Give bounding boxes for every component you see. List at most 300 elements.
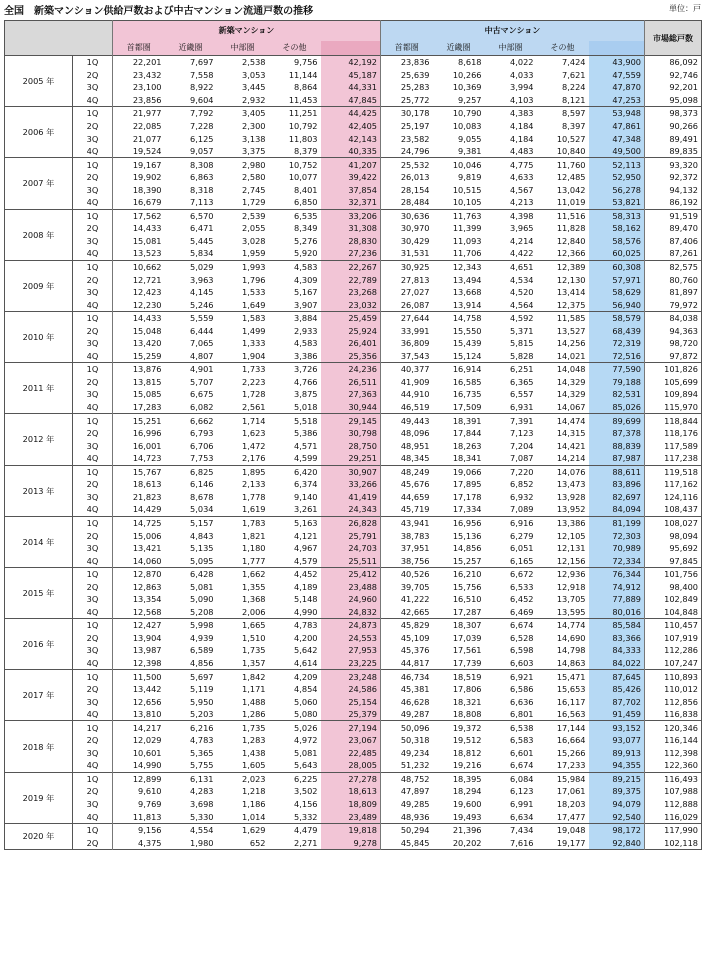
new-region-cell: 15,006 [132,530,162,541]
new-region-cell: 19,167 [113,158,165,171]
new-region-cell: 6,125 [190,133,214,144]
new-region-cell: 3,405 [217,107,269,120]
new-region-cell: 4,843 [190,530,214,541]
used-region-cell: 13,668 [452,287,482,298]
quarter-label: 1Q [73,209,113,222]
new-region-cell: 14,433 [113,311,165,324]
used-region-cell: 18,395 [433,772,485,785]
new-total-cell: 25,511 [321,554,381,567]
new-region-cell: 4,967 [294,543,318,554]
used-region-cell: 45,381 [400,684,430,695]
used-region-cell: 6,601 [510,747,534,758]
new-total-cell: 22,267 [321,260,381,273]
quarter-label: 4Q [73,452,113,465]
used-total-cell: 84,094 [589,503,645,516]
new-region-cell: 1,583 [217,311,269,324]
used-region-cell: 48,936 [400,811,430,822]
used-region-cell: 19,177 [556,837,586,848]
used-region-cell: 15,124 [452,350,482,361]
used-region-cell: 19,372 [433,721,485,734]
used-total-cell: 84,022 [589,657,645,670]
new-region-cell: 5,697 [165,670,217,683]
market-total-cell: 119,518 [645,465,702,478]
used-total-cell: 79,188 [589,376,645,389]
table-row [5,670,702,683]
used-total-cell: 82,697 [589,491,645,504]
quarter-label: 1Q [73,260,113,273]
new-region-cell: 16,679 [132,197,162,208]
table-row [5,183,702,196]
used-region-cell: 13,952 [556,504,586,515]
new-region-cell: 12,230 [132,299,162,310]
new-region-cell: 22,201 [113,56,165,69]
used-total-cell: 72,303 [589,529,645,542]
new-region-cell: 1,605 [242,760,266,771]
used-region-cell: 10,527 [556,133,586,144]
used-region-cell: 37,543 [400,350,430,361]
used-total-cell: 77,889 [589,593,645,606]
used-region-cell: 16,563 [556,709,586,720]
quarter-label: 4Q [73,145,113,158]
market-total-cell: 98,400 [669,581,698,592]
new-region-cell: 1,649 [242,299,266,310]
used-region-cell: 31,531 [400,248,430,259]
used-region-cell: 25,532 [381,158,433,171]
new-region-cell: 16,996 [132,428,162,439]
used-region-cell: 27,644 [381,311,433,324]
used-region-cell: 40,377 [381,363,433,376]
used-region-cell: 13,494 [452,274,482,285]
used-region-cell: 49,443 [381,414,433,427]
new-region-cell: 1,488 [242,696,266,707]
new-region-cell: 5,095 [190,555,214,566]
new-total-cell: 19,818 [321,823,381,836]
used-region-cell: 50,096 [381,721,433,734]
quarter-label: 3Q [73,593,113,606]
used-region-cell: 15,984 [537,772,589,785]
new-region-cell: 15,259 [132,350,162,361]
quarter-label: 3Q [73,695,113,708]
used-region-cell: 25,283 [400,82,430,93]
new-region-cell: 2,980 [217,158,269,171]
year-label: 2013 年 [5,465,73,516]
used-region-cell: 6,991 [510,798,534,809]
used-total-cell: 47,348 [589,132,645,145]
new-region-cell: 652 [249,837,266,848]
table-row [5,388,702,401]
used-region-cell: 4,564 [510,299,534,310]
used-region-cell: 15,257 [452,555,482,566]
new-region-cell: 14,060 [132,555,162,566]
new-total-cell: 44,425 [321,107,381,120]
used-region-cell: 16,585 [452,376,482,387]
market-total-cell: 86,192 [669,197,698,208]
used-total-cell: 47,253 [589,94,645,107]
table-row [5,107,702,120]
new-region-cell: 6,570 [165,209,217,222]
new-region-cell: 8,401 [294,184,318,195]
market-total-cell: 107,247 [664,657,698,668]
quarter-label: 3Q [73,286,113,299]
new-region-cell: 1,283 [242,735,266,746]
new-total-cell: 32,371 [321,196,381,209]
new-region-cell: 3,028 [242,235,266,246]
new-total-cell: 27,194 [321,721,381,734]
used-region-cell: 12,840 [556,235,586,246]
new-region-cell: 13,987 [132,645,162,656]
used-region-cell: 12,936 [537,567,589,580]
used-region-cell: 12,366 [556,248,586,259]
new-region-cell: 10,601 [132,747,162,758]
market-total-cell: 95,692 [669,543,698,554]
new-region-cell: 3,963 [190,274,214,285]
year-label: 2018 年 [5,721,73,772]
new-total-cell: 31,308 [321,222,381,235]
used-region-cell: 6,603 [510,657,534,668]
table-row [5,567,702,580]
market-total-cell: 122,360 [664,760,698,771]
new-region-cell: 1,778 [242,491,266,502]
new-region-cell: 12,398 [132,657,162,668]
used-region-cell: 7,089 [510,504,534,515]
new-region-cell: 1,218 [242,786,266,797]
used-region-cell: 6,916 [485,516,537,529]
new-total-cell: 24,343 [321,503,381,516]
used-region-cell: 17,844 [452,428,482,439]
used-region-cell: 12,156 [556,555,586,566]
new-region-cell: 1,619 [242,504,266,515]
new-region-cell: 4,856 [190,657,214,668]
new-total-cell: 45,187 [321,69,381,82]
new-region-cell: 1,533 [242,287,266,298]
used-region-cell: 12,389 [537,260,589,273]
table-row [5,593,702,606]
used-total-cell: 89,699 [589,414,645,427]
new-region-cell: 3,907 [294,299,318,310]
used-region-cell: 20,202 [452,837,482,848]
quarter-label: 1Q [73,465,113,478]
new-region-cell: 19,524 [132,146,162,157]
used-region-cell: 7,087 [510,453,534,464]
quarter-label: 4Q [73,94,113,107]
new-total-cell: 39,422 [321,171,381,184]
used-region-cell: 7,391 [485,414,537,427]
new-total-cell: 25,154 [321,695,381,708]
subheader-used-chubu: 中部圏 [485,41,537,56]
new-region-cell: 6,535 [269,209,321,222]
used-region-cell: 11,093 [452,235,482,246]
new-region-cell: 17,562 [113,209,165,222]
used-region-cell: 23,836 [381,56,433,69]
used-region-cell: 14,315 [556,428,586,439]
table-row [5,580,702,593]
new-region-cell: 5,643 [294,760,318,771]
used-region-cell: 14,798 [556,645,586,656]
used-total-cell: 83,896 [589,478,645,491]
new-region-cell: 6,793 [190,428,214,439]
subheader-new-shutoken: 首都圏 [113,41,165,56]
quarter-label: 3Q [73,747,113,760]
year-label: 2012 年 [5,414,73,465]
new-total-cell: 18,809 [321,798,381,811]
table-row [5,81,702,94]
quarter-label: 1Q [73,311,113,324]
new-region-cell: 5,445 [190,235,214,246]
new-region-cell: 6,662 [165,414,217,427]
quarter-label: 2Q [73,427,113,440]
quarter-label: 1Q [73,363,113,376]
new-region-cell: 4,571 [294,440,318,451]
quarter-label: 1Q [73,823,113,836]
new-region-cell: 5,029 [165,260,217,273]
table-row [5,619,702,632]
new-region-cell: 13,815 [132,376,162,387]
new-region-cell: 3,502 [294,786,318,797]
market-total-cell: 120,346 [645,721,702,734]
market-total-cell: 90,266 [669,121,698,131]
new-region-cell: 4,972 [294,735,318,746]
table-row [5,363,702,376]
quarter-label: 4Q [73,708,113,721]
market-total-cell: 124,116 [664,491,698,502]
new-region-cell: 15,085 [132,389,162,400]
used-region-cell: 6,674 [485,619,537,632]
new-region-cell: 6,471 [190,223,214,234]
used-region-cell: 17,061 [556,786,586,797]
quarter-label: 2Q [73,171,113,184]
new-region-cell: 13,420 [132,338,162,349]
new-region-cell: 7,558 [190,69,214,80]
used-region-cell: 13,595 [556,606,586,617]
used-region-cell: 24,796 [400,146,430,157]
quarter-label: 3Q [73,439,113,452]
used-total-cell: 87,378 [589,427,645,440]
new-region-cell: 1,777 [242,555,266,566]
new-region-cell: 1,368 [242,594,266,605]
market-total-cell: 92,201 [669,82,698,93]
new-total-cell: 23,488 [321,580,381,593]
used-total-cell: 92,540 [589,810,645,823]
table-row [5,644,702,657]
table-row [5,311,702,324]
used-region-cell: 25,197 [400,121,430,131]
table-row [5,376,702,389]
new-total-cell: 23,067 [321,734,381,747]
quarter-label: 2Q [73,376,113,389]
used-region-cell: 6,251 [485,363,537,376]
used-region-cell: 15,439 [452,338,482,349]
market-total-cell: 109,894 [664,389,698,400]
table-row [5,350,702,363]
market-total-cell: 102,118 [664,837,698,848]
new-region-cell: 12,427 [113,619,165,632]
new-region-cell: 6,146 [190,479,214,490]
quarter-label: 1Q [73,567,113,580]
table-row [5,298,702,311]
new-region-cell: 8,308 [165,158,217,171]
new-region-cell: 3,875 [294,389,318,400]
used-region-cell: 11,399 [452,223,482,234]
used-region-cell: 13,914 [452,299,482,310]
used-region-cell: 50,318 [400,735,430,746]
new-total-cell: 33,266 [321,478,381,491]
new-region-cell: 12,721 [132,274,162,285]
quarter-label: 4Q [73,606,113,619]
new-region-cell: 19,902 [132,172,162,183]
new-region-cell: 3,053 [242,69,266,80]
used-total-cell: 72,334 [589,554,645,567]
used-region-cell: 11,706 [452,248,482,259]
used-region-cell: 12,131 [556,543,586,554]
quarter-label: 1Q [73,516,113,529]
used-region-cell: 6,672 [485,567,537,580]
used-region-cell: 6,921 [485,670,537,683]
used-region-cell: 9,055 [458,133,482,144]
new-region-cell: 5,203 [190,709,214,720]
table-row [5,401,702,414]
used-region-cell: 13,414 [556,287,586,298]
table-row [5,542,702,555]
used-region-cell: 16,510 [452,594,482,605]
table-row [5,721,702,734]
used-region-cell: 27,813 [400,274,430,285]
used-region-cell: 4,033 [510,69,534,80]
new-region-cell: 18,390 [132,184,162,195]
new-region-cell: 13,421 [132,543,162,554]
used-region-cell: 7,123 [510,428,534,439]
used-region-cell: 26,087 [400,299,430,310]
used-region-cell: 6,634 [510,811,534,822]
used-region-cell: 11,828 [556,223,586,234]
new-region-cell: 1,728 [242,389,266,400]
table-row [5,836,702,849]
new-region-cell: 2,932 [242,94,266,105]
used-region-cell: 12,105 [556,530,586,541]
table-row [5,810,702,823]
new-region-cell: 5,950 [190,696,214,707]
used-region-cell: 27,027 [400,287,430,298]
new-region-cell: 13,354 [132,594,162,605]
new-total-cell: 24,703 [321,542,381,555]
used-total-cell: 70,989 [589,542,645,555]
market-total-cell: 92,746 [669,69,698,80]
new-region-cell: 9,769 [138,798,162,809]
new-region-cell: 14,433 [132,223,162,234]
new-region-cell: 1,510 [242,632,266,643]
quarter-label: 4Q [73,810,113,823]
used-region-cell: 4,213 [510,197,534,208]
table-row [5,823,702,836]
used-region-cell: 4,651 [485,260,537,273]
year-label: 2016 年 [5,619,73,670]
new-region-cell: 5,119 [190,684,214,695]
used-total-cell: 58,313 [589,209,645,222]
quarter-label: 1Q [73,670,113,683]
header-bar [0,0,707,18]
used-region-cell: 18,391 [433,414,485,427]
quarter-label: 3Q [73,491,113,504]
table-row [5,286,702,299]
new-region-cell: 2,176 [242,453,266,464]
table-row [5,606,702,619]
used-region-cell: 4,534 [510,274,534,285]
used-region-cell: 13,928 [556,491,586,502]
quarter-label: 3Q [73,644,113,657]
new-total-cell: 23,248 [321,670,381,683]
new-region-cell: 1,472 [242,440,266,451]
quarter-label: 2Q [73,273,113,286]
used-region-cell: 17,178 [452,491,482,502]
group-header-new: 新築マンション [113,21,381,42]
used-region-cell: 18,321 [452,696,482,707]
new-region-cell: 12,870 [113,567,165,580]
used-region-cell: 39,705 [400,581,430,592]
new-region-cell: 1,014 [242,811,266,822]
new-total-cell: 42,143 [321,132,381,145]
new-region-cell: 21,077 [132,133,162,144]
new-total-cell: 40,335 [321,145,381,158]
table-row [5,465,702,478]
new-region-cell: 14,429 [132,504,162,515]
new-total-cell: 24,832 [321,606,381,619]
new-region-cell: 1,980 [190,837,214,848]
data-table [4,20,702,850]
new-region-cell: 5,276 [294,235,318,246]
new-region-cell: 4,554 [165,823,217,836]
used-total-cell: 76,344 [589,567,645,580]
page-title: 全国 新築マンション供給戸数および中古マンション流通戸数の推移 [4,6,314,17]
used-region-cell: 14,758 [433,311,485,324]
new-region-cell: 1,904 [242,350,266,361]
used-region-cell: 4,022 [485,56,537,69]
quarter-label: 2Q [73,69,113,82]
new-region-cell: 12,568 [132,606,162,617]
new-region-cell: 5,998 [165,619,217,632]
used-region-cell: 6,931 [510,402,534,413]
quarter-label: 3Q [73,798,113,811]
new-total-cell: 27,363 [321,388,381,401]
new-region-cell: 12,656 [132,696,162,707]
market-total-cell: 116,493 [645,772,702,785]
new-region-cell: 11,500 [113,670,165,683]
market-total-cell: 118,844 [645,414,702,427]
new-region-cell: 8,349 [294,223,318,234]
new-region-cell: 1,796 [242,274,266,285]
year-label: 2008 年 [5,209,73,260]
new-region-cell: 6,589 [190,645,214,656]
used-region-cell: 44,910 [400,389,430,400]
used-total-cell: 89,215 [589,772,645,785]
quarter-label: 1Q [73,619,113,632]
new-region-cell: 1,895 [217,465,269,478]
used-region-cell: 10,105 [452,197,482,208]
used-region-cell: 14,863 [556,657,586,668]
new-region-cell: 4,939 [190,632,214,643]
group-header-used: 中古マンション [381,21,645,42]
subheader-new-chubu: 中部圏 [217,41,269,56]
new-region-cell: 3,445 [242,82,266,93]
market-total-cell: 108,437 [664,504,698,515]
new-region-cell: 10,752 [269,158,321,171]
year-label: 2014 年 [5,516,73,567]
market-total-cell: 94,363 [669,325,698,336]
used-region-cell: 14,256 [556,338,586,349]
new-region-cell: 13,442 [132,684,162,695]
new-region-cell: 2,223 [242,376,266,387]
subheader-new-kinki: 近畿圏 [165,41,217,56]
new-region-cell: 12,029 [132,735,162,746]
table-row [5,145,702,158]
